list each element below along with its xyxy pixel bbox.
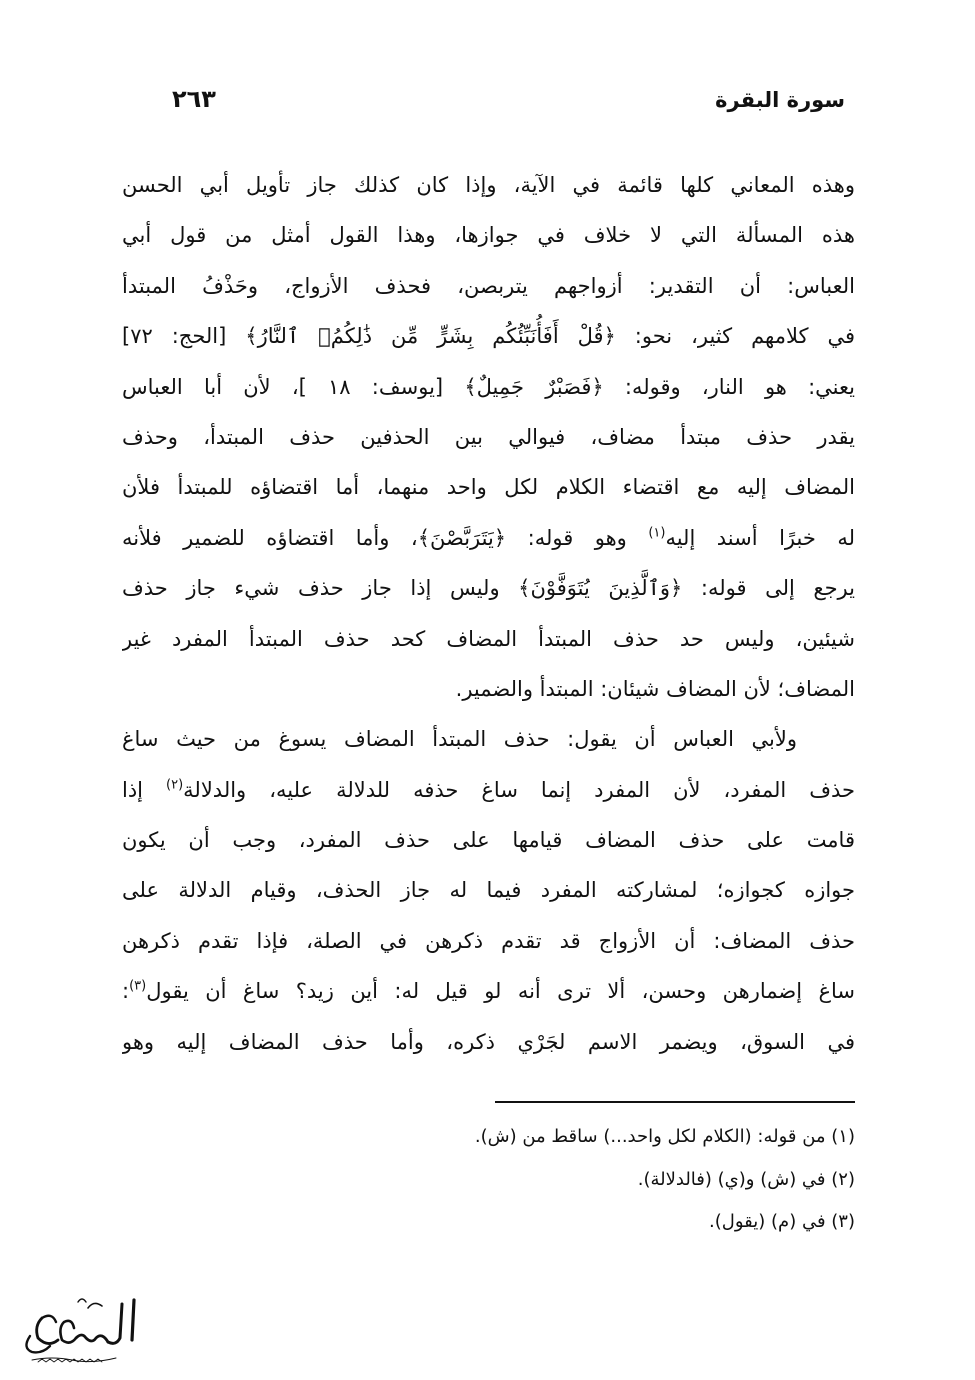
text-line: حذف المضاف: أن الأزواج قد تقدم ذكرهن في الصلة، فإذا تقدم ذكرهن	[122, 928, 855, 953]
footnote-separator	[495, 1101, 855, 1103]
text-line-with-footnote-ref	[122, 765, 855, 815]
text-line-paragraph-end: المضاف؛ لأن المضاف شيئان: المبتدأ والضمير.	[455, 676, 855, 701]
footnote-item-2: (٢) في (ش) و(ي) (فالدلالة).	[637, 1168, 855, 1190]
body-text	[122, 160, 855, 1067]
footnote-ref-1: (١)	[648, 525, 666, 541]
publisher-watermark-logo-icon	[12, 1288, 144, 1368]
text-line: جوازه كجوازه؛ لمشاركته المفرد فيما له جاز الحذف، وقيام الدلالة على	[122, 878, 855, 903]
footnote-ref-2: (٢)	[166, 777, 184, 793]
paragraph-2	[122, 714, 855, 1067]
text-line: في السوق، ويضمر الاسم لجَرْي ذكره، وأما حذف المضاف إليه وهو	[122, 1029, 855, 1054]
line-text-after-ref: وهو قوله: ﴿يَتَرَبَّصْنَ﴾، وأما اقتضاؤه للضمير فلأنه	[122, 525, 649, 550]
text-line: العباس: أن التقدير: أزواجهم يتربصن، فحذف الأزواج، وحَذْفُ المبتدأ	[122, 273, 855, 298]
page-number: ٢٦٣	[172, 85, 216, 113]
text-line-quran-quote: يرجع إلى قوله: ﴿وَٱلَّذِينَ يُتَوَفَّوْنَ﴾ وليس إذا جاز حذف شيء جاز حذف	[122, 576, 855, 601]
text-line: يقدر حذف مبتدأ مضاف، فيوالي بين الحذفين حذف المبتدأ، وحذف	[122, 424, 855, 449]
text-line-quran-quote: في كلامهم كثير، نحو: ﴿قُلْ أَفَأُنَبِّئُكُم بِشَرٍّ مِّن ذَٰلِكُمُۗ ٱلنَّارُ﴾ [الحج: ٧٢]	[122, 324, 855, 349]
footnote-ref-3: (٣)	[129, 978, 147, 994]
footnote-item-3: (٣) في (م) (يقول).	[709, 1211, 855, 1232]
footnote-item-1: (١) من قوله: (الكلام لكل واحد...) ساقط من (ش).	[474, 1126, 855, 1147]
text-line-paragraph-start: ولأبي العباس أن يقول: حذف المبتدأ المضاف يسوغ من حيث ساغ	[122, 727, 797, 752]
line-text-after-ref: إذا	[122, 777, 167, 802]
line-text-before-ref: ساغ إضمارهن وحسن، ألا ترى أنه لو قيل له: أين زيد؟ ساغ أن يقول	[146, 979, 855, 1004]
text-line-with-footnote-ref	[122, 966, 855, 1016]
text-line: المضاف إليه مع اقتضاء الكلام لكل واحد منهما، أما اقتضاؤه للمبتدأ فلأن	[122, 475, 855, 500]
surah-title: سورة البقرة	[715, 88, 845, 112]
line-text-before-ref: حذف المفرد، لأن المفرد إنما ساغ حذفه للدلالة عليه، والدلالة	[183, 777, 855, 802]
line-text-before-ref: له خبرًا أسند إليه	[665, 525, 855, 550]
text-line-quran-quote: يعني: هو النار، وقوله: ﴿فَصَبْرٌ جَمِيلٌ﴾ [يوسف: ١٨ ]، لأن أبا العباس	[122, 374, 855, 399]
line-text-after-ref: :	[122, 979, 130, 1004]
footnotes-list	[155, 1116, 855, 1244]
text-line: هذه المسألة التي لا خلاف في جوازها، وهذا القول أمثل من قول أبي	[122, 223, 855, 248]
text-line: شيئين، وليس حد حذف المبتدأ المضاف كحد حذف المبتدأ المفرد غير	[122, 626, 855, 651]
paragraph-1	[122, 160, 855, 714]
text-line: وهذه المعاني كلها قائمة في الآية، وإذا كان كذلك جاز تأويل أبي الحسن	[122, 173, 855, 197]
text-line: قامت على حذف المضاف قيامها على حذف المفرد، وجب أن يكون	[122, 828, 855, 853]
text-line-with-footnote-ref	[122, 513, 855, 563]
